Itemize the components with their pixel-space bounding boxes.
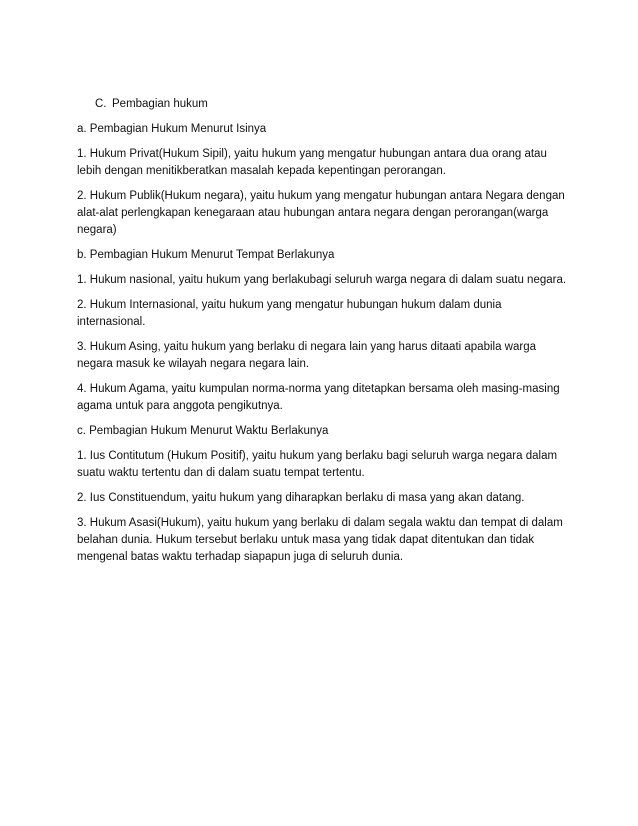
subheading-waktu-berlakunya: c. Pembagian Hukum Menurut Waktu Berlakunya <box>77 425 329 437</box>
paragraph-ius-constituendum: 2. Ius Constituendum, yaitu hukum yang diharapkan berlaku di masa yang akan datang. <box>77 492 525 504</box>
section-heading-letter: C. <box>95 98 107 110</box>
section-heading <box>95 96 567 113</box>
paragraph-hukum-privat: 1. Hukum Privat(Hukum Sipil), yaitu hukum yang mengatur hubungan antara dua orang atau lebih dengan menitikberatkan masalah kepada kepentingan perorangan. <box>77 148 547 177</box>
section-heading-text: Pembagian hukum <box>112 98 208 110</box>
paragraph-hukum-asing: 3. Hukum Asing, yaitu hukum yang berlaku di negara lain yang harus ditaati apabila warga negara masuk ke wilayah negara negara lain. <box>77 341 537 370</box>
paragraph-hukum-asasi: 3. Hukum Asasi(Hukum), yaitu hukum yang berlaku di dalam segala waktu dan tempat di dalam belahan dunia. Hukum tersebut berlaku untuk masa yang tidak dapat ditentukan dan tidak mengenal batas waktu terhadap siapapun juga di seluruh dunia. <box>77 517 563 563</box>
paragraph-hukum-publik: 2. Hukum Publik(Hukum negara), yaitu hukum yang mengatur hubungan antara Negara dengan alat-alat perlengkapan kenegaraan atau hubungan antara negara dengan perorangan(warga negara) <box>77 190 565 236</box>
paragraph-hukum-agama: 4. Hukum Agama, yaitu kumpulan norma-norma yang ditetapkan bersama oleh masing-masing agama untuk para anggota pengikutnya. <box>77 383 560 412</box>
subheading-tempat-berlakunya: b. Pembagian Hukum Menurut Tempat Berlakunya <box>77 249 335 261</box>
document-body <box>77 96 567 574</box>
paragraph-hukum-internasional: 2. Hukum Internasional, yaitu hukum yang mengatur hubungan hukum dalam dunia internasional. <box>77 299 502 328</box>
paragraph-ius-contitutum: 1. Ius Contitutum (Hukum Positif), yaitu hukum yang berlaku bagi seluruh warga negara dalam suatu waktu tertentu dan di dalam suatu tempat tertentu. <box>77 450 558 479</box>
paragraph-hukum-nasional: 1. Hukum nasional, yaitu hukum yang berlakubagi seluruh warga negara di dalam suatu negara. <box>77 274 567 286</box>
subheading-isinya: a. Pembagian Hukum Menurut Isinya <box>77 123 267 135</box>
